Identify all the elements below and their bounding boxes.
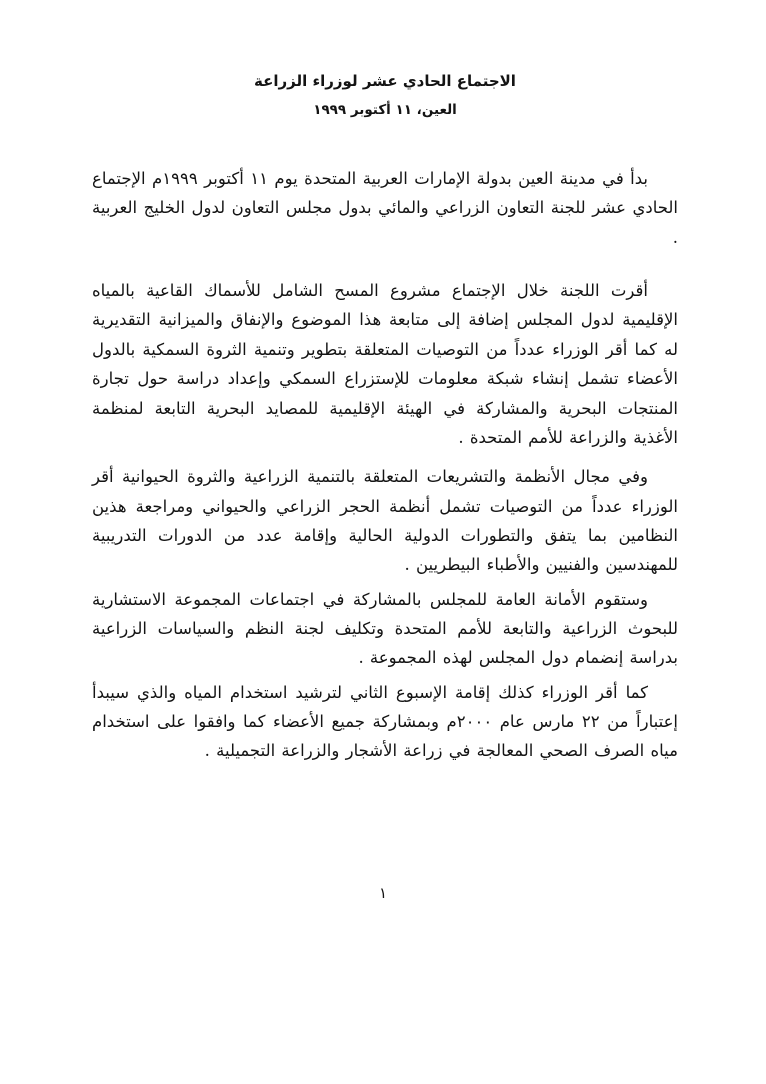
paragraph: كما أقر الوزراء كذلك إقامة الإسبوع الثاني لترشيد استخدام المياه والذي سيبدأ إعتباراً من ٢٢ مارس عام ٢٠٠٠م وبمشاركة جميع الأعضاء كما وافقوا على استخدام مياه الصرف الصحي المعالجة في زراعة الأشجار والزراعة التجميلية . (92, 682, 678, 761)
paragraph: بدأ في مدينة العين بدولة الإمارات العربية المتحدة يوم ١١ أكتوبر ١٩٩٩م الإجتماع الحادي عشر للجنة التعاون الزراعي والمائي بدول مجلس التعاون لدول الخليج العربية . (92, 169, 678, 247)
page-number: ١ (378, 884, 388, 902)
page-title: الاجتماع الحادي عشر لوزراء الزراعة (254, 72, 516, 90)
page-subtitle: العين، ١١ أكتوبر ١٩٩٩ (313, 102, 457, 118)
paragraph: وفي مجال الأنظمة والتشريعات المتعلقة بالتنمية الزراعية والثروة الحيوانية أقر الوزراء عدداً من التوصيات تشمل أنظمة الحجر الزراعي والحيواني ومراجعة هذين النظامين بما يتفق والتطورات الدولية الحالية وإقامة عدد من الدورات التدريبية للمهندسين والفنيين والأطباء البيطريين . (92, 467, 678, 575)
paragraph: وستقوم الأمانة العامة للمجلس بالمشاركة في اجتماعات المجموعة الاستشارية للبحوث الزراعية والتابعة للأمم المتحدة وتكليف لجنة النظم والسياسات الزراعية بدراسة إنضمام دول المجلس لهذه المجموعة . (92, 589, 678, 668)
document-body (92, 164, 678, 766)
paragraph: أقرت اللجنة خلال الإجتماع مشروع المسح الشامل للأسماك القاعية بالمياه الإقليمية لدول المجلس إضافة إلى متابعة هذا الموضوع والإنفاق والميزانية التقديرية له كما أقر الوزراء عدداً من التوصيات المتعلقة بتطوير وتنمية الثروة السمكية بالدول الأعضاء تشمل إنشاء شبكة معلومات للإستزراع السمكي وإعداد دراسة حول تجارة المنتجات البحرية والمشاركة في الهيئة الإقليمية للمصايد البحرية التابعة لمنظمة الأغذية والزراعة للأمم المتحدة . (92, 281, 678, 447)
